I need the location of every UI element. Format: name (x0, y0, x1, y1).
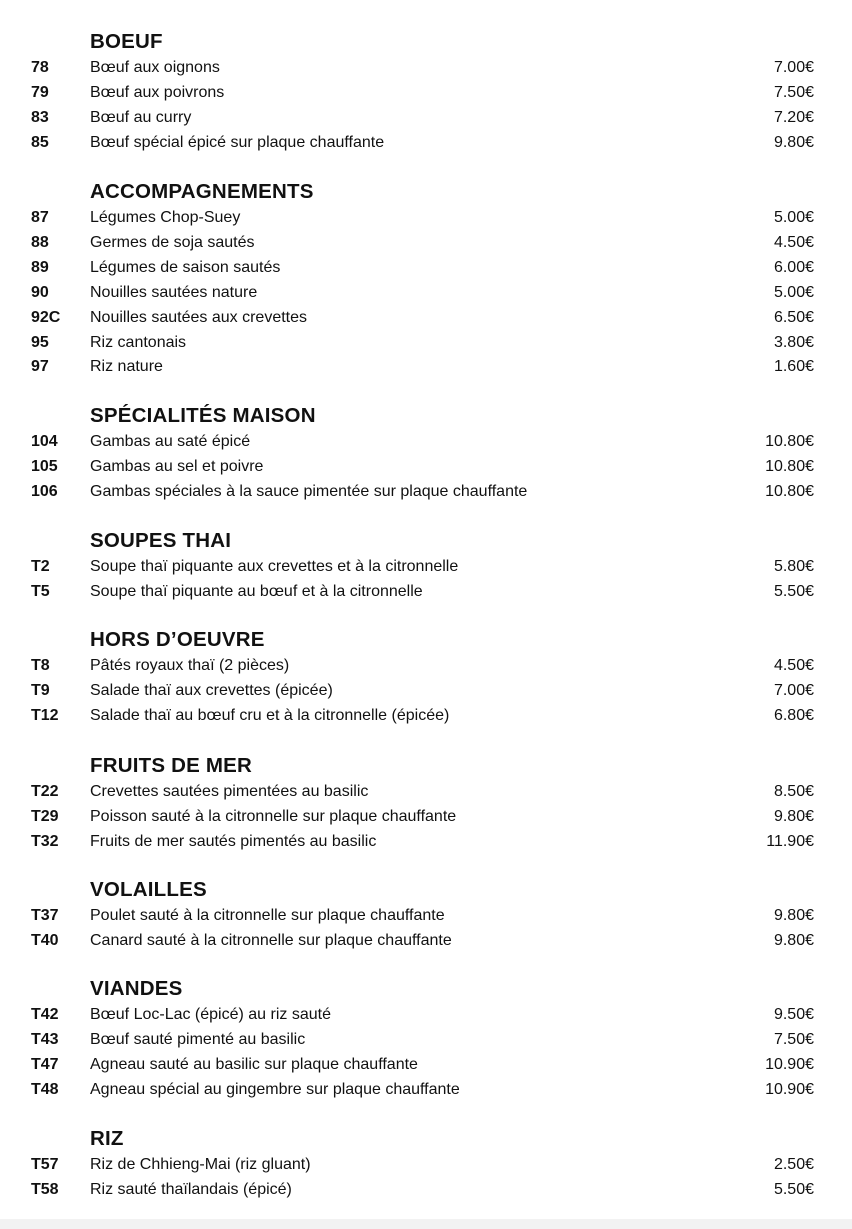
item-price: 2.50€ (773, 1156, 814, 1173)
item-price: 9.50€ (773, 1006, 814, 1023)
menu-item-row (0, 1155, 852, 1180)
item-price: 4.50€ (773, 657, 814, 674)
menu-item-row (0, 308, 852, 333)
item-code: 106 (31, 482, 58, 500)
item-code: 97 (31, 358, 49, 376)
menu-item-row (0, 1055, 852, 1080)
item-name: Légumes Chop-Suey (90, 209, 241, 226)
item-price: 10.90€ (765, 1055, 814, 1073)
menu-item-row (0, 582, 852, 607)
item-price: 9.80€ (773, 807, 814, 825)
menu-item-row (0, 233, 852, 258)
item-price: 7.20€ (773, 108, 814, 126)
item-code: T5 (31, 582, 50, 600)
item-code: 104 (31, 433, 58, 450)
menu-item-row (0, 83, 852, 108)
item-code: T58 (31, 1180, 59, 1198)
item-code: 79 (31, 83, 49, 101)
item-code: 83 (31, 108, 49, 126)
item-name: Riz nature (90, 358, 163, 376)
item-name: Nouilles sautées aux crevettes (90, 308, 307, 326)
item-code: T37 (31, 907, 59, 924)
item-code: 88 (31, 233, 49, 251)
item-name: Riz cantonais (90, 333, 187, 351)
item-name: Bœuf au curry (90, 108, 192, 126)
item-price: 9.80€ (773, 907, 814, 924)
item-price: 10.80€ (765, 457, 814, 475)
item-code: 87 (31, 209, 49, 226)
item-name: Poulet sauté à la citronnelle sur plaque chauffante (90, 907, 445, 924)
item-price: 9.80€ (773, 133, 814, 151)
item-name: Salade thaï aux crevettes (épicée) (90, 681, 333, 699)
menu-item-row (0, 656, 852, 681)
section-title: BOEUF (90, 30, 163, 53)
menu-item-row (0, 208, 852, 233)
menu-item-row (0, 357, 852, 382)
section-title: SPÉCIALITÉS MAISON (90, 404, 316, 427)
item-code: 78 (31, 59, 49, 76)
menu-item-row (0, 1180, 852, 1205)
item-code: 85 (31, 133, 49, 151)
menu-item-row (0, 457, 852, 482)
item-name: Bœuf sauté pimenté au basilic (90, 1030, 306, 1048)
item-name: Légumes de saison sautés (90, 258, 281, 276)
section-title: ACCOMPAGNEMENTS (90, 180, 314, 203)
item-price: 10.80€ (765, 482, 814, 500)
item-name: Bœuf aux oignons (90, 59, 220, 76)
item-name: Soupe thaï piquante au bœuf et à la citronnelle (90, 582, 423, 600)
item-code: T47 (31, 1055, 59, 1073)
item-price: 7.50€ (773, 83, 814, 101)
item-code: T12 (31, 706, 59, 724)
item-price: 11.90€ (766, 832, 814, 850)
item-price: 10.80€ (765, 433, 814, 450)
item-price: 1.60€ (773, 358, 814, 376)
item-code: T40 (31, 931, 59, 949)
item-price: 8.50€ (773, 783, 814, 800)
item-code: T42 (31, 1006, 59, 1023)
item-code: T22 (31, 783, 59, 800)
menu-item-row (0, 1030, 852, 1055)
item-name: Nouilles sautées nature (90, 283, 258, 301)
item-code: 92C (31, 308, 61, 326)
item-name: Riz sauté thaïlandais (épicé) (90, 1180, 292, 1198)
item-name: Pâtés royaux thaï (2 pièces) (90, 657, 290, 674)
item-price: 10.90€ (765, 1080, 814, 1098)
item-price: 5.00€ (773, 283, 814, 301)
item-code: T32 (31, 832, 59, 850)
menu-item-row (0, 681, 852, 706)
item-name: Canard sauté à la citronnelle sur plaque chauffante (90, 931, 452, 949)
item-name: Fruits de mer sautés pimentés au basilic (90, 832, 377, 850)
menu-item-row (0, 58, 852, 83)
item-name: Bœuf spécial épicé sur plaque chauffante (90, 133, 385, 151)
menu-item-row (0, 283, 852, 308)
item-price: 9.80€ (773, 931, 814, 949)
menu-item-row (0, 782, 852, 807)
menu-item-row (0, 258, 852, 283)
menu-item-row (0, 931, 852, 956)
item-name: Crevettes sautées pimentées au basilic (90, 783, 369, 800)
item-price: 7.00€ (773, 59, 814, 76)
item-code: T29 (31, 807, 59, 825)
item-name: Gambas au saté épicé (90, 433, 251, 450)
item-price: 7.50€ (773, 1030, 814, 1048)
item-name: Salade thaï au bœuf cru et à la citronnelle (épicée) (90, 706, 450, 724)
item-code: 95 (31, 333, 49, 351)
section-title: SOUPES THAI (90, 529, 232, 552)
item-price: 3.80€ (773, 333, 814, 351)
item-code: 89 (31, 258, 49, 276)
section-title: VIANDES (90, 977, 183, 1000)
item-price: 5.00€ (773, 209, 814, 226)
menu-item-row (0, 706, 852, 731)
item-code: T43 (31, 1030, 59, 1048)
menu-item-row (0, 1005, 852, 1030)
item-price: 5.50€ (773, 1180, 814, 1198)
item-price: 6.80€ (773, 706, 814, 724)
item-price: 5.80€ (773, 558, 814, 575)
item-code: T48 (31, 1080, 59, 1098)
item-name: Gambas au sel et poivre (90, 457, 264, 475)
item-name: Poisson sauté à la citronnelle sur plaque chauffante (90, 807, 457, 825)
menu-item-row (0, 333, 852, 358)
menu-item-row (0, 906, 852, 931)
item-code: 105 (31, 457, 58, 475)
item-name: Germes de soja sautés (90, 233, 255, 251)
item-code: T57 (31, 1156, 59, 1173)
item-price: 5.50€ (773, 582, 814, 600)
section-title: FRUITS DE MER (90, 754, 253, 777)
item-code: 90 (31, 283, 49, 301)
section-title: RIZ (90, 1127, 124, 1150)
section-title: HORS D’OEUVRE (90, 628, 265, 651)
item-price: 6.00€ (773, 258, 814, 276)
item-code: T2 (31, 558, 50, 575)
item-name: Gambas spéciales à la sauce pimentée sur plaque chauffante (90, 482, 528, 500)
menu-item-row (0, 557, 852, 582)
menu-item-row (0, 133, 852, 158)
item-name: Agneau spécial au gingembre sur plaque chauffante (90, 1080, 460, 1098)
item-code: T9 (31, 681, 50, 699)
menu-item-row (0, 432, 852, 457)
menu-item-row (0, 482, 852, 507)
item-price: 7.00€ (773, 681, 814, 699)
item-price: 6.50€ (773, 308, 814, 326)
item-name: Agneau sauté au basilic sur plaque chauffante (90, 1055, 418, 1073)
item-name: Bœuf aux poivrons (90, 83, 225, 101)
section-title: VOLAILLES (90, 878, 207, 901)
menu-item-row (0, 1080, 852, 1105)
page-bottom-band (0, 1219, 852, 1229)
menu-item-row (0, 807, 852, 832)
item-name: Riz de Chhieng-Mai (riz gluant) (90, 1156, 311, 1173)
menu-item-row (0, 108, 852, 133)
item-name: Bœuf Loc-Lac (épicé) au riz sauté (90, 1006, 331, 1023)
menu-item-row (0, 832, 852, 857)
item-name: Soupe thaï piquante aux crevettes et à la citronnelle (90, 558, 459, 575)
item-price: 4.50€ (773, 233, 814, 251)
item-code: T8 (31, 657, 50, 674)
